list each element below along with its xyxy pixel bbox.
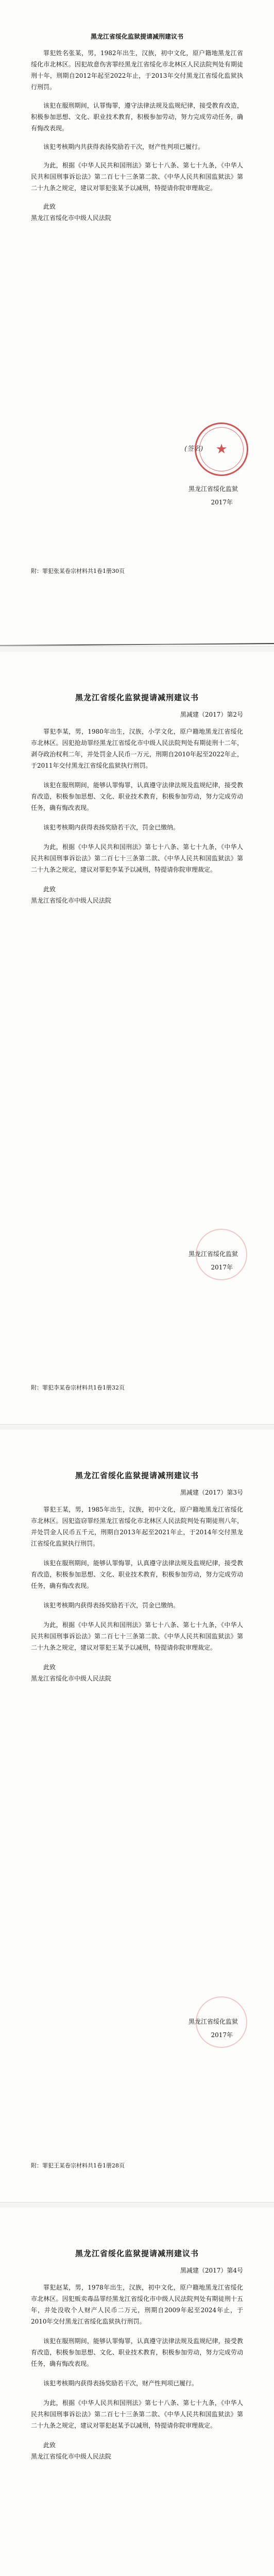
page-gap bbox=[0, 2202, 274, 2208]
salutation: 此致 bbox=[43, 886, 56, 893]
document-page-2 bbox=[0, 652, 274, 1425]
legal-basis-paragraph: 为此，根据《中华人民共和国刑法》第七十八条、第七十九条，《中华人民共和国刑事诉讼法》第二百七十三条第二款、《中华人民共和国监狱法》第二十九条之规定，建议对罪犯王某予以减刑，特提请你院审理裁定。 bbox=[31, 1621, 243, 1651]
legal-basis-paragraph: 为此，根据《中华人民共和国刑法》第七十八条、第七十九条，《中华人民共和国刑事诉讼法》第二百七十三条第二款、《中华人民共和国监狱法》第二十九条之规定，建议对罪犯赵某予以减刑，特提请你院审理裁定。 bbox=[31, 2399, 243, 2429]
criminal-info-paragraph: 罪犯李某，男，1980年出生，汉族，小学文化，原户籍地黑龙江省绥化市北林区。因犯抢劫罪经黑龙江省绥化市中级人民法院判处有期徒刑十二年，剥夺政治权利二年，并处罚金人民币一万元，刑期自2010年起至2022年止，于2011年交付黑龙江省绥化监狱执行刑罚。 bbox=[31, 728, 243, 769]
attachment-note: 附：罪犯张某卷宗材料共1卷1册30页 bbox=[31, 568, 125, 574]
page-title: 黑龙江省绥化监狱提请减刑建议书 bbox=[75, 1471, 199, 1480]
heading-line: 黑龙江省绥化监狱提请减刑建议书 bbox=[90, 33, 183, 40]
recipient-court: 黑龙江省绥化市中级人民法院 bbox=[31, 1675, 112, 1682]
recipient-court: 黑龙江省绥化市中级人民法院 bbox=[31, 214, 112, 222]
conduct-paragraph: 该犯在服刑期间，认罪悔罪，遵守法律法规及监规纪律，接受教育改造，积极参加思想、文化、职业技术教育，积极参加劳动，努力完成劳动任务，确有悔改表现。 bbox=[31, 102, 243, 132]
criminal-info-paragraph: 罪犯王某，男，1985年出生，汉族，初中文化，原户籍地黑龙江省绥化市北林区。因犯盗窃罪经黑龙江省绥化市北林区人民法院判处有期徒刑八年，并处罚金人民币五千元，刑期自2013年起至2021年止，于2014年交付黑龙江省绥化监狱执行刑罚。 bbox=[31, 1506, 243, 1547]
document-page-3 bbox=[0, 1430, 274, 2202]
issuing-authority: 黑龙江省绥化监狱 bbox=[188, 485, 238, 493]
page-gap bbox=[0, 1425, 274, 1430]
document-page-4 bbox=[0, 2208, 274, 2576]
legal-basis-paragraph: 为此，根据《中华人民共和国刑法》第七十八条、第七十九条，《中华人民共和国刑事诉讼法》第二百七十三条第二款、《中华人民共和国监狱法》第二十九条之规定，建议对罪犯张某予以减刑，特提请你院审理裁定。 bbox=[31, 162, 243, 192]
reward-paragraph: 该犯考核期内获得表扬奖励若干次，罚金已缴纳。 bbox=[43, 824, 180, 831]
recipient-court: 黑龙江省绥化市中级人民法院 bbox=[31, 2453, 112, 2460]
page-title: 黑龙江省绥化监狱提请减刑建议书 bbox=[75, 2249, 199, 2258]
issue-date: 2017年 bbox=[211, 499, 233, 506]
document-page-1 bbox=[0, 0, 274, 647]
issuing-authority: 黑龙江省绥化监狱 bbox=[188, 1250, 238, 1258]
attachment-note: 附：罪犯王某卷宗材料共1卷1册28页 bbox=[31, 2162, 125, 2169]
reward-paragraph: 该犯考核期内获得表扬奖励若干次，罚金已缴纳。 bbox=[43, 1602, 180, 1609]
conduct-paragraph: 该犯在服刑期间，能够认罪悔罪，认真遵守法律法规及监规纪律，接受教育改造，积极参加思想、文化、职业技术教育，积极参加劳动，努力完成劳动任务，确有悔改表现。 bbox=[31, 2337, 243, 2367]
document-number: 黑减建（2017）第3号 bbox=[180, 1489, 243, 1496]
salutation: 此致 bbox=[43, 2442, 56, 2449]
conduct-paragraph: 该犯在服刑期间，能够认罪悔罪，认真遵守法律法规及监规纪律，接受教育改造，积极参加思想、文化、职业技术教育，积极参加劳动，努力完成劳动任务，确有悔改表现。 bbox=[31, 1560, 243, 1589]
document-number: 黑减建（2017）第2号 bbox=[180, 711, 243, 718]
salutation: 此致 bbox=[43, 1664, 56, 1671]
salutation: 此致 bbox=[43, 203, 56, 210]
criminal-info-paragraph: 罪犯赵某，男，1978年出生，汉族，初中文化，原户籍地黑龙江省绥化市北林区。因犯贩卖毒品罪经黑龙江省绥化市中级人民法院判处有期徒刑十五年，并处没收个人财产人民币二万元，刑期自2009年起至2024年止，于2010年交付黑龙江省绥化监狱执行刑罚。 bbox=[31, 2284, 243, 2325]
handwritten-signature: (签名) bbox=[184, 445, 203, 453]
legal-basis-paragraph: 为此，根据《中华人民共和国刑法》第七十八条、第七十九条，《中华人民共和国刑事诉讼法》第二百七十三条第二款、《中华人民共和国监狱法》第二十九条之规定，建议对罪犯李某予以减刑，特提请你院审理裁定。 bbox=[31, 843, 243, 873]
page-title: 黑龙江省绥化监狱提请减刑建议书 bbox=[75, 693, 199, 702]
criminal-info-paragraph: 罪犯姓名张某，男，1982年出生，汉族，初中文化，原户籍地黑龙江省绥化市北林区。因犯故意伤害罪经黑龙江省绥化市北林区人民法院判处有期徒刑十年，刑期自2012年起至2022年止，于2013年交付黑龙江省绥化监狱执行刑罚。 bbox=[31, 49, 243, 91]
issuing-authority: 黑龙江省绥化监狱 bbox=[188, 2018, 238, 2025]
reward-paragraph: 该犯考核期内共获得表扬奖励若干次，财产性判项已履行。 bbox=[43, 143, 204, 150]
conduct-paragraph: 该犯在服刑期间，能够认罪悔罪，认真遵守法律法规及监规纪律，接受教育改造，积极参加思想、文化、职业技术教育，积极参加劳动，努力完成劳动任务，确有悔改表现。 bbox=[31, 782, 243, 811]
reward-paragraph: 该犯考核期内获得表扬奖励若干次，财产性判项已履行。 bbox=[43, 2380, 198, 2387]
issue-date: 2017年 bbox=[211, 1264, 233, 1271]
document-number: 黑减建（2017）第4号 bbox=[180, 2267, 243, 2274]
page-gap bbox=[0, 647, 274, 652]
attachment-note: 附：罪犯李某卷宗材料共1卷1册32页 bbox=[31, 1384, 125, 1391]
issue-date: 2017年 bbox=[211, 2031, 233, 2039]
recipient-court: 黑龙江省绥化市中级人民法院 bbox=[31, 897, 112, 904]
page-divider bbox=[0, 643, 274, 646]
official-seal-icon: ★ bbox=[195, 422, 248, 476]
